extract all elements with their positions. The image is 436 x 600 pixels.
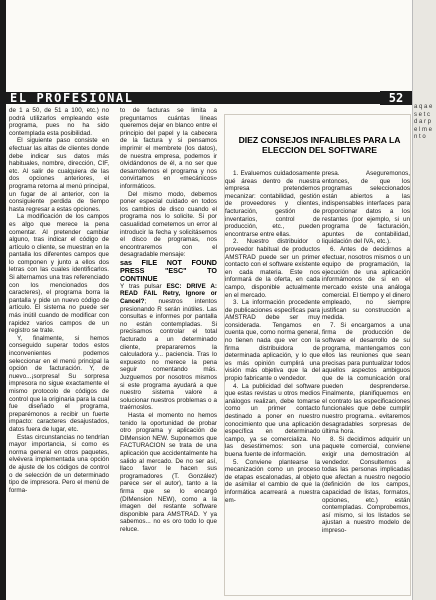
tip-item: 7. Si encargamos a una firma de producción de software el desarrollo de su programa, mantengamos con ellos las reuniones que sean precisas para puntualizar todos aquellos aspectos ambiguos que de la comunicación oral pueden desprenderse. Finalmente, planifiquemos en el contrato las especificaciones funcionales que debe cumplir nuestro programa.. evitaremos desagradables sorpresas de última hora.	[322, 321, 410, 436]
paragraph-with-message	[120, 283, 217, 412]
tips-title: DIEZ CONSEJOS INFALIBLES PARA LA ELECCION DEL SOFTWARE	[238, 135, 401, 155]
page-number: 52	[380, 91, 412, 105]
tip-item: 3. La información procedente de publicaciones especificas para AMSTRAD debe ser muy considerada. Tengamos en cuenta que, como norma general, no tienen nada que ver con la firma distribuidora de determinada aplicación, y lo que es más opinión cumplirá una visión más objetiva que la del propio fabricante o vendedor.	[225, 299, 320, 383]
tip-item: 1. Evaluemos cuidadosamente qué áreas dentro de nuestra empresa pretendemos mecanizar: contabilidad, gestión de proveedores y clientes, facturación, gestión de inventarios, control de producción, etc., pueden encontrarse entre ellas.	[225, 170, 320, 238]
tip-item: 5. Conviene plantearse la mecanización como un proceso de etapas escalonadas, al objeto de asimilar el cambio de que la informática acarreará a nuestra em-	[225, 458, 320, 504]
article-column-1	[9, 107, 109, 494]
tip-item: 4. La publicidad del software que estas revistas u otros medios análogos realizan, debe tomarse como un primer contacto destinado a poner en nuestro conocimiento que una aplicación específica en determinado campo, ya se comercializa. No las desestimemos: son una buena fuente de información.	[225, 382, 320, 458]
page-edge-left	[0, 0, 6, 600]
paragraph: La modificación de los campos es algo que merece la pena comentar. Al pretender cambiar alguno, tras indicar el código de artículo o cliente, se muestran en la pantalla los diferentes campos que lo componen y junto a ellos dos letras con las cuales identificarlos. Si alternamos una tras referenciado con los mencionados dos caracteres), el programa borra la pantalla y pide un nuevo código de artículo. El sistema no puede ser más inútil cuando de modificar con rapidez varios campos de un registro se trate.	[9, 213, 109, 335]
error-message-drive-read-fail: ESC: DRIVE A: READ FAIL Retry, Ignore or Cancel?	[120, 282, 218, 306]
paragraph: Hasta el momento no hemos tenido la oportunidad de probar otro programa y aplicación de DIMension NEW. Suponemos que FACTURACION se trata de una aplicación que accidentalmente ha salido al mercado. De no ser así, llaco favor le hacen sus programadores (T. González) parece ser el autor), tanto a la firma que se lo encargó (DIMension NEW), como a la imagen del restante software disponible para AMSTRAD. Y ya sabemos... no es oro todo lo que reluce.	[120, 411, 217, 533]
message-lead-text: Y tras pulsar	[120, 282, 162, 290]
page-edge-right	[412, 0, 436, 600]
tips-column-2	[322, 170, 410, 535]
adjacent-page-fragment: a q a e s e t c d a r p e l m e n t o	[414, 104, 433, 141]
message-followup-text: ; nuestros intentos presionando R serán inútiles. Las consultas e informes por pantalla no están contempladas. Si precisamos controlar el total facturado a un determinado cliente, prepararemos la calculadora y... paciencia. Tras lo expuesto no merece la pena seguir comentando más. Juzguemos por nosotros mismos si este programa ayudará a que nuestro sistema valore a solucionar nuestros problemas o a traérnoslos.	[120, 298, 217, 412]
tip-item: 2. Nuestro distribuidor o proveedor habitual de productos AMSTRAD puede ser un primer contacto con el software existente en cada materia. Este nos informará de la oferta, en cada campo, disponible actualmente en el mercado.	[225, 238, 320, 299]
section-title: EL PROFESIONAL	[10, 91, 134, 105]
tip-item: 8. Si decidimos adquirir un paquete comercial, conviene exigir una demostración al vendedor. Consultemos a todas las personas implicadas que afectan a nuestro negocio (definición de los campos, capacidad de listas, formatos, opciones, etc.) están contempladas. Comprobemos, así mismo, si los listados se ajustan a nuestro modelo de impreso-	[322, 435, 410, 534]
paragraph: El siguiente paso consiste en efectuar las altas de clientes donde debe indicar sus datos más habituales, nombre, dirección, CIF, etc. Al salir de cualquiera de las dos opciones anteriores, el programa retorna al menú principal, un fugar de al anterior, con la consiguiente perdida de tiempo hasta regresar a estas opciones.	[9, 137, 109, 213]
paragraph: to de facturas se limita a preguntarnos cuántas líneas queremos dejar en blanco entre el principio del papel y la cabecera de la factura y si pensamos imprimir el membrete (los datos), de nuestra empresa, podemos ir olvidándonos de él, a no ser que desarrollemos el programa y nos convirtamos en «mecánicos» informáticos.	[120, 107, 217, 190]
error-message-file-not-found: sas FILE NOT FOUND PRESS "ESC" TO CONTINUE	[120, 257, 217, 283]
paragraph: de 1 a 50, de 51 a 100, etc.) no podrá utilizarlos empleando este programa, pues no ha sido contemplada esta posibilidad.	[9, 107, 109, 137]
paragraph: Y, finalmente, si hemos conseguido superar todos estos inconvenientes podemos seleccionar en el menú principal la opción de facturación. Y, de nuevo...¡sorpresa! Su sorpresa impresora no sigue exactamente el mismo protocolo de códigos de control que la originaria para la cual fue diseñado el programa, preparémonos a recibir un fuerte impacto: caracteres desajustados, datos fuera de lugar, etc.	[9, 334, 109, 433]
tip-item: 6. Antes de decidirnos a efectuar, nosotros mismos o un equipo de programación, la ejecución de una aplicación informámonos de si en el mercado existe una análoga comercial. El tiempo y el dinero empleado, no siempre justifican su construcción a medida.	[322, 245, 410, 322]
paragraph: Estas circunstancias no tendrían mayor importancia, si como es norma general en otros paquetes, elvévera implementada una opción de ajuste de los códigos de control o de selección de un determinado tipo de impresora. Pero el menú de forma-	[9, 433, 109, 494]
article-column-2	[120, 107, 217, 533]
tips-column-1	[225, 170, 320, 504]
tip-item: presa. Aseguremonos, entonces, de que los programas seleccionados están abiertos a las indispensables interfaces para proporcionar datos a los restantes (por ejemplo, si un programa de facturación, apuntes de contabilidad, liquidación del IVA, etc.).	[322, 170, 410, 246]
paragraph: Del mismo modo, debemos poner especial cuidado en todos los cambios de disco cuando el programa nos lo solicite. Si por casualidad cometemos un error al introducir la fecha y solicitásemos el disco de programas, nos encontraremos con el desagradable mensaje:	[120, 190, 217, 259]
